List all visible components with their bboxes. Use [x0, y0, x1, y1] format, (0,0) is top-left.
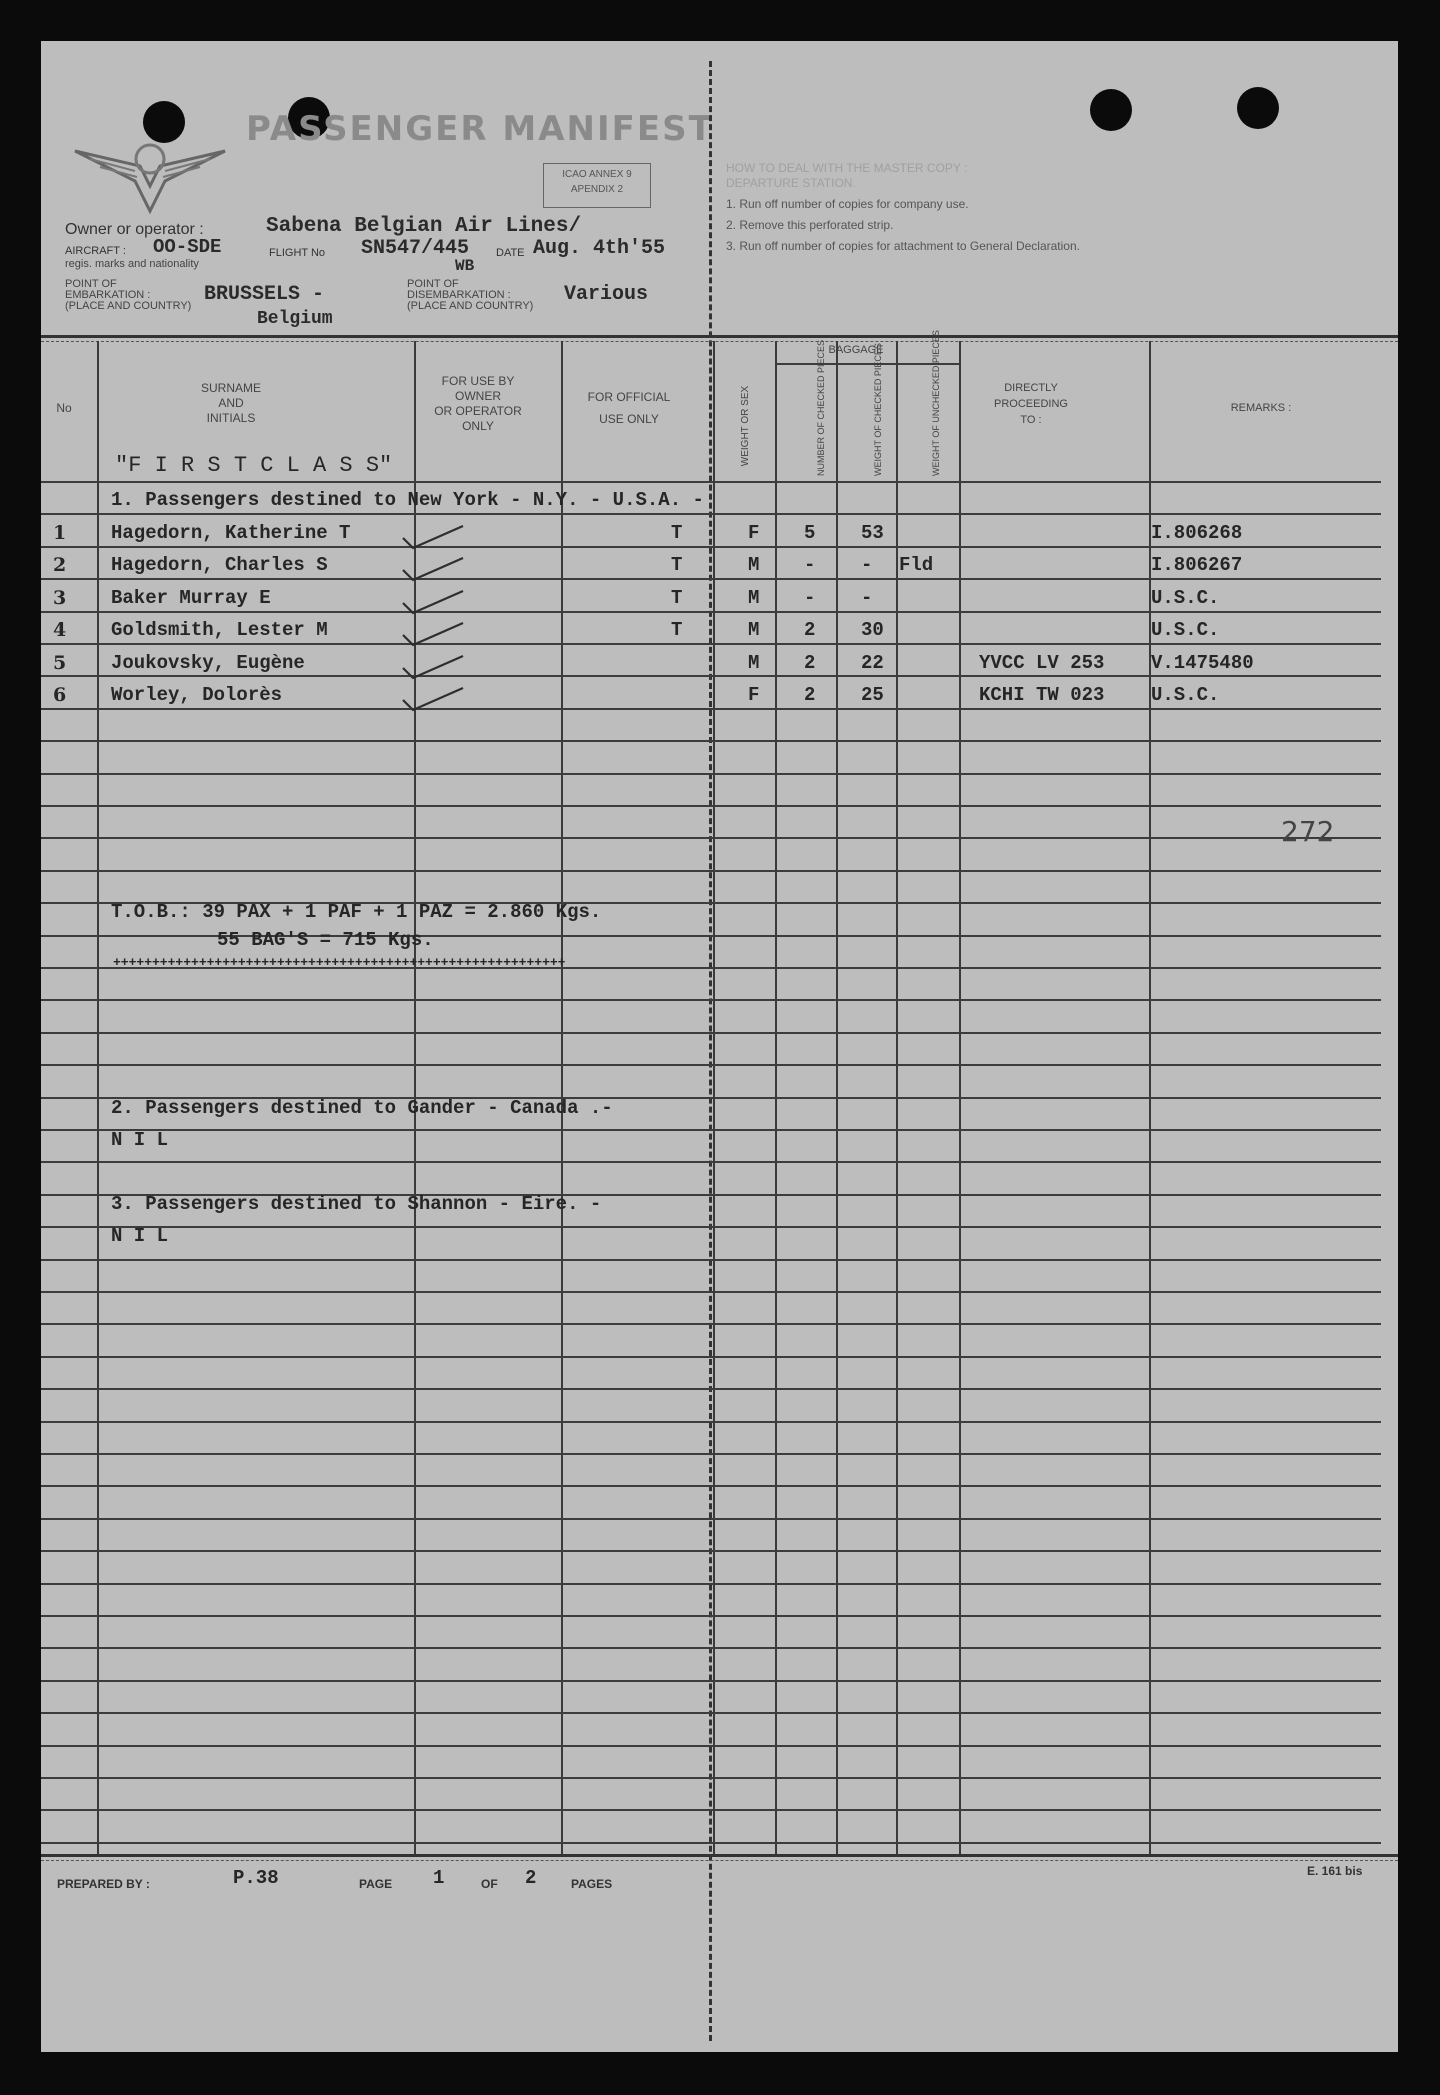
grid-row-line [41, 513, 1381, 515]
col-remarks: REMARKS : [1230, 402, 1292, 414]
grid-row-line [41, 611, 1381, 613]
icao-annex-label: ICAO ANNEX 9 [562, 169, 632, 180]
pax-official-use: T [671, 554, 683, 576]
pax-name: Hagedorn, Katherine T [111, 522, 351, 544]
col-surname: SURNAME AND INITIALS [200, 381, 261, 425]
flight-value-suffix: WB [455, 257, 475, 275]
grid-row-line [41, 1583, 1381, 1585]
aircraft-sublabel: regis. marks and nationality [65, 258, 199, 270]
instruction-2: 2. Remove this perforated strip. [726, 218, 894, 232]
header-band-line [41, 341, 1398, 342]
pax-pieces: 5 [804, 522, 816, 544]
owner-value: Sabena Belgian Air Lines/ [266, 215, 582, 238]
pax-pieces: 2 [804, 652, 816, 674]
grid-row-line [41, 578, 1381, 580]
disembark-value: Various [564, 283, 649, 306]
icao-annex-box [543, 163, 651, 208]
pax-pieces: 2 [804, 619, 816, 641]
grid-row-line [41, 1842, 1381, 1844]
pax-number: 5 [53, 652, 67, 674]
col-weight-sex: WEIGHT OR SEX [740, 385, 751, 467]
embark-country: Belgium [257, 309, 333, 329]
footer-band-line [41, 1860, 1398, 1861]
pax-number: 1 [53, 522, 67, 544]
grid-row-line [41, 999, 1381, 1001]
embark-label-1: POINT OF [65, 278, 117, 290]
col-no: No [56, 401, 72, 415]
page-value: 1 [433, 1867, 445, 1889]
col-weight-unchecked: WEIGHT OF UNCHECKED PIECES [931, 330, 941, 476]
handwritten-page-number: 272 [1281, 815, 1335, 848]
pax-official-use: T [671, 587, 683, 609]
punch-hole [1237, 87, 1279, 129]
grid-row-line [41, 740, 1381, 742]
pax-name: Hagedorn, Charles S [111, 554, 328, 576]
section-3-nil: N I L [111, 1225, 169, 1247]
grid-row-line [41, 481, 1381, 483]
col-weight-checked: WEIGHT OF CHECKED PIECES [873, 343, 883, 476]
check-mark-icon [399, 589, 467, 615]
pax-name: Joukovsky, Eugène [111, 652, 305, 674]
punch-hole [1090, 89, 1132, 131]
grid-row-line [41, 1421, 1381, 1423]
grid-row-line [41, 546, 1381, 548]
grid-row-line [41, 870, 1381, 872]
pax-sex: F [748, 522, 760, 544]
pax-weight: - [861, 587, 873, 609]
baggage-header-line [775, 363, 959, 365]
pax-sex: M [748, 652, 760, 674]
grid-row-line [41, 1550, 1381, 1552]
pax-weight: 53 [861, 522, 884, 544]
grid-row-line [41, 675, 1381, 677]
pax-pieces: - [804, 554, 816, 576]
prepared-by-label: PREPARED BY : [57, 1877, 150, 1891]
embark-label-2: EMBARKATION : [65, 289, 151, 301]
disembark-label-3: (PLACE AND COUNTRY) [407, 300, 534, 312]
grid-row-line [41, 1161, 1381, 1163]
grid-row-line [41, 1388, 1381, 1390]
section-2-nil: N I L [111, 1129, 169, 1151]
pax-weight: 30 [861, 619, 884, 641]
pax-number: 2 [53, 554, 67, 576]
grid-row-line [41, 837, 1381, 839]
grid-row-line [41, 1356, 1381, 1358]
aircraft-label: AIRCRAFT : [65, 245, 126, 257]
grid-row-line [41, 1129, 1381, 1131]
pax-sex: M [748, 619, 760, 641]
check-mark-icon [399, 654, 467, 680]
date-value: Aug. 4th'55 [533, 237, 666, 260]
pax-number: 6 [53, 684, 67, 706]
pax-name: Baker Murray E [111, 587, 271, 609]
pax-official-use: T [671, 522, 683, 544]
check-mark-icon [399, 621, 467, 647]
instruction-3: 3. Run off number of copies for attachment to General Declaration. [726, 239, 1080, 253]
section-3-heading: 3. Passengers destined to Shannon - Eire. - [111, 1193, 602, 1215]
perforated-strip [709, 61, 712, 2041]
master-copy-instructions [726, 158, 1080, 257]
grid-row-line [41, 1615, 1381, 1617]
pax-proceeding-to: KCHI TW 023 [979, 684, 1105, 706]
grid-row-line [41, 1323, 1381, 1325]
grid-row-line [41, 1291, 1381, 1293]
check-mark-icon [399, 556, 467, 582]
footer-band-line [41, 1854, 1398, 1857]
grid-row-line [41, 1453, 1381, 1455]
pax-unchecked: Fld [899, 554, 934, 576]
disembark-label-1: POINT OF [407, 278, 459, 290]
pax-remarks: U.S.C. [1151, 684, 1220, 706]
grid-row-line [41, 1712, 1381, 1714]
icao-appendix-label: APENDIX 2 [570, 184, 624, 195]
of-value: 2 [525, 1867, 537, 1889]
pax-sex: M [748, 587, 760, 609]
flight-value: SN547/445 [361, 237, 470, 260]
col-number-checked: NUMBER OF CHECKED PIECES [816, 339, 826, 476]
instruction-heading: HOW TO DEAL WITH THE MASTER COPY : [726, 161, 968, 175]
pax-weight: 22 [861, 652, 884, 674]
embark-label-3: (PLACE AND COUNTRY) [65, 300, 192, 312]
pax-remarks: V.1475480 [1151, 652, 1254, 674]
grid-row-line [41, 1745, 1381, 1747]
manifest-sheet [41, 41, 1398, 2052]
check-mark-icon [399, 686, 467, 712]
grid-row-line [41, 1518, 1381, 1520]
embark-value: BRUSSELS - [204, 283, 325, 306]
pages-label: PAGES [571, 1877, 613, 1891]
flight-label: FLIGHT No [269, 247, 326, 259]
class-heading: "F I R S T C L A S S" [115, 453, 393, 478]
section-1-heading: 1. Passengers destined to New York - N.Y. - U.S.A. - [111, 489, 704, 511]
grid-row-line [41, 1647, 1381, 1649]
disembark-label-2: DISEMBARKATION : [407, 289, 511, 301]
page-label: PAGE [359, 1877, 393, 1891]
form-title: PASSENGER MANIFEST [246, 109, 714, 149]
grid-row-line [41, 643, 1381, 645]
grid-row-line [41, 1485, 1381, 1487]
pax-weight: 25 [861, 684, 884, 706]
grid-row-line [41, 1680, 1381, 1682]
grid-row-line [41, 1259, 1381, 1261]
pax-remarks: I.806267 [1151, 554, 1243, 576]
col-proceeding: DIRECTLY PROCEEDING TO : [994, 382, 1068, 426]
grid-row-line [41, 1777, 1381, 1779]
col-official-use: FOR OFFICIAL USE ONLY [587, 390, 671, 426]
header-band-line [41, 335, 1398, 338]
pax-official-use: T [671, 619, 683, 641]
section-2-heading: 2. Passengers destined to Gander - Canada .- [111, 1097, 613, 1119]
tob-total-line: T.O.B.: 39 PAX + 1 PAF + 1 PAZ = 2.860 Kgs. [111, 901, 602, 923]
grid-row-line [41, 1809, 1381, 1811]
grid-row-line [41, 708, 1381, 710]
pax-name: Goldsmith, Lester M [111, 619, 328, 641]
grid-row-line [41, 1064, 1381, 1066]
pax-number: 4 [53, 619, 67, 641]
grid-row-line [41, 1226, 1381, 1228]
instruction-station: DEPARTURE STATION. [726, 176, 856, 190]
pax-sex: F [748, 684, 760, 706]
pax-name: Worley, Dolorès [111, 684, 283, 706]
grid-row-line [41, 1032, 1381, 1034]
pax-pieces: 2 [804, 684, 816, 706]
of-label: OF [481, 1877, 498, 1891]
aircraft-value: OO-SDE [153, 236, 222, 258]
col-owner-use: FOR USE BY OWNER OR OPERATOR ONLY [434, 374, 522, 433]
pax-remarks: I.806268 [1151, 522, 1243, 544]
pax-proceeding-to: YVCC LV 253 [979, 652, 1105, 674]
pax-remarks: U.S.C. [1151, 619, 1220, 641]
form-code: E. 161 bis [1307, 1864, 1363, 1878]
pax-pieces: - [804, 587, 816, 609]
pax-remarks: U.S.C. [1151, 587, 1220, 609]
pax-sex: M [748, 554, 760, 576]
instruction-1: 1. Run off number of copies for company use. [726, 197, 969, 211]
pax-weight: - [861, 554, 873, 576]
date-label: DATE [496, 247, 525, 259]
airline-wings-logo [65, 111, 235, 216]
baggage-total-line: 55 BAG'S = 715 Kgs. [217, 929, 434, 951]
prepared-by-value: P.38 [233, 1867, 279, 1889]
plus-separator-line: ++++++++++++++++++++++++++++++++++++++++++++++++++++++++++ [113, 955, 566, 970]
col-baggage: BAGGAGE [828, 344, 884, 356]
check-mark-icon [399, 524, 467, 550]
owner-label: Owner or operator : [65, 221, 204, 238]
pax-number: 3 [53, 587, 67, 609]
grid-row-line [41, 805, 1381, 807]
grid-row-line [41, 773, 1381, 775]
